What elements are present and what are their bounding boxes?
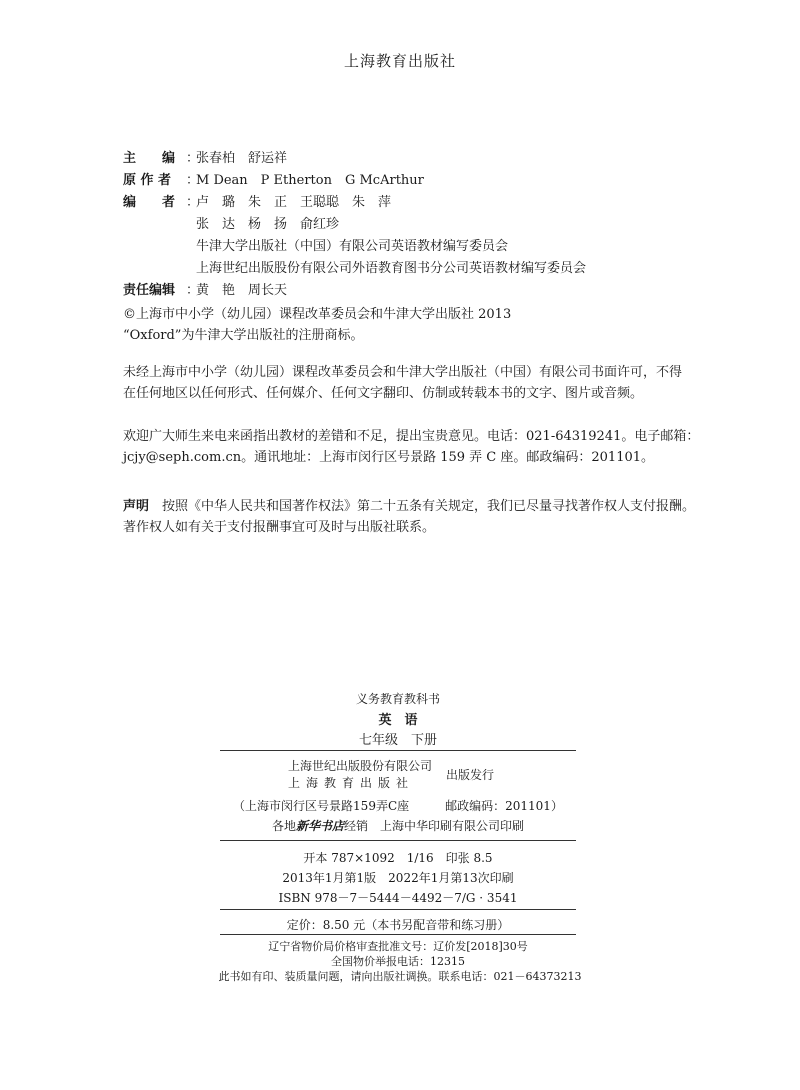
distribution-suffix: 经销 上海中华印刷有限公司印刷 — [344, 819, 525, 833]
chief-editor-label: 主 编 — [123, 151, 176, 166]
original-author-row — [123, 170, 586, 192]
statement-label: 声明 — [123, 499, 150, 514]
colon: ： — [186, 151, 200, 166]
publisher-names — [288, 758, 432, 792]
permission-line-1: 未经上海市中小学（幼儿园）课程改革委员会和牛津大学出版社（中国）有限公司书面许可，不得 — [123, 365, 683, 380]
editors-names: 卢 璐 朱 正 王聪聪 朱 萍 — [196, 195, 392, 210]
statement-line-1 — [123, 496, 695, 517]
cip-series: 义务教育教科书 — [355, 692, 440, 706]
editors-line-2: 张 达 杨 扬 俞红珍 — [196, 217, 340, 232]
responsible-editor-label: 责任编辑 — [123, 283, 176, 298]
cip-format: 开本 787×1092 1/16 印张 8.5 — [303, 851, 493, 865]
feedback-line-1: 欢迎广大师生来电来函指出教材的差错和不足，提出宝贵意见。电话：021-64319241。电子邮箱： — [123, 429, 700, 444]
statement-line-2: 著作权人如有关于支付报酬事宜可及时与出版社联系。 — [123, 520, 436, 535]
cip-price: 定价：8.50 元（本书另配音带和练习册） — [286, 918, 510, 932]
cip-price-report: 全国物价举报电话：12315 — [331, 955, 465, 968]
cip-quality-notice: 此书如有印、装质量问题，请向出版社调换。联系电话：021－64373213 — [218, 970, 582, 983]
distribution-prefix: 各地 — [271, 819, 296, 833]
copyright-notice — [123, 304, 511, 346]
cip-distribution — [220, 817, 576, 834]
editors-line-4: 上海世纪出版股份有限公司外语教育图书分公司英语教材编写委员会 — [196, 261, 587, 276]
permission-line-2: 在任何地区以任何形式、任何媒介、任何文字翻印、仿制或转载本书的文字、图片或音频。 — [123, 386, 644, 401]
trademark-line: “Oxford”为牛津大学出版社的注册商标。 — [123, 328, 364, 343]
cip-grade: 七年级 下册 — [358, 733, 437, 748]
cip-publishers — [288, 758, 494, 792]
cip-subject: 英 语 — [378, 713, 418, 728]
rule-3 — [220, 909, 576, 910]
cip-price-approval: 辽宁省物价局价格审查批准文号：辽价发[2018]30号 — [268, 940, 528, 953]
rule-4 — [220, 934, 576, 935]
original-author-label: 原 作 者 — [123, 173, 172, 188]
colon: ： — [186, 283, 200, 298]
responsible-editor-names: 黄 艳 周长天 — [196, 283, 288, 298]
original-author-names: M Dean P Etherton G McArthur — [196, 173, 424, 188]
colon: ： — [186, 173, 200, 188]
publisher-name-1: 上海世纪出版股份有限公司 — [288, 759, 433, 773]
cip-edition: 2013年1月第1版 2022年1月第13次印刷 — [282, 871, 514, 885]
rule-1 — [220, 750, 576, 751]
credits-block — [123, 148, 586, 302]
xinhua-bookstore-logo: 新华书店 — [295, 819, 344, 833]
editors-label: 编 者 — [123, 195, 176, 210]
copyright-line: ©上海市中小学（幼儿园）课程改革委员会和牛津大学出版社 2013 — [123, 307, 512, 322]
rule-2 — [220, 840, 576, 841]
editors-row — [123, 192, 586, 214]
cip-address: （上海市闵行区号景路159弄C座 邮政编码：201101） — [233, 799, 563, 813]
statement-text: 按照《中华人民共和国著作权法》第二十五条有关规定，我们已尽量寻找著作权人支付报酬。 — [162, 499, 696, 514]
responsible-editor-row — [123, 280, 586, 302]
chief-editor-row — [123, 148, 586, 170]
editors-line-3: 牛津大学出版社（中国）有限公司英语教材编写委员会 — [196, 239, 509, 254]
cip-isbn: ISBN 978－7－5444－4492－7/G · 3541 — [278, 891, 518, 905]
statement-notice — [123, 496, 695, 538]
feedback-line-2: jcjy@seph.com.cn。通讯地址：上海市闵行区号景路 159 弄 C 座。邮政编码：201101。 — [123, 450, 655, 465]
publisher-heading: 上海教育出版社 — [343, 52, 456, 70]
colon: ： — [186, 195, 200, 210]
publisher-name-2: 上海教育出版社 — [288, 776, 415, 790]
permission-notice — [123, 362, 682, 404]
feedback-notice — [123, 426, 699, 468]
publish-role: 出版发行 — [446, 767, 495, 782]
chief-editor-names: 张春柏 舒运祥 — [196, 151, 288, 166]
